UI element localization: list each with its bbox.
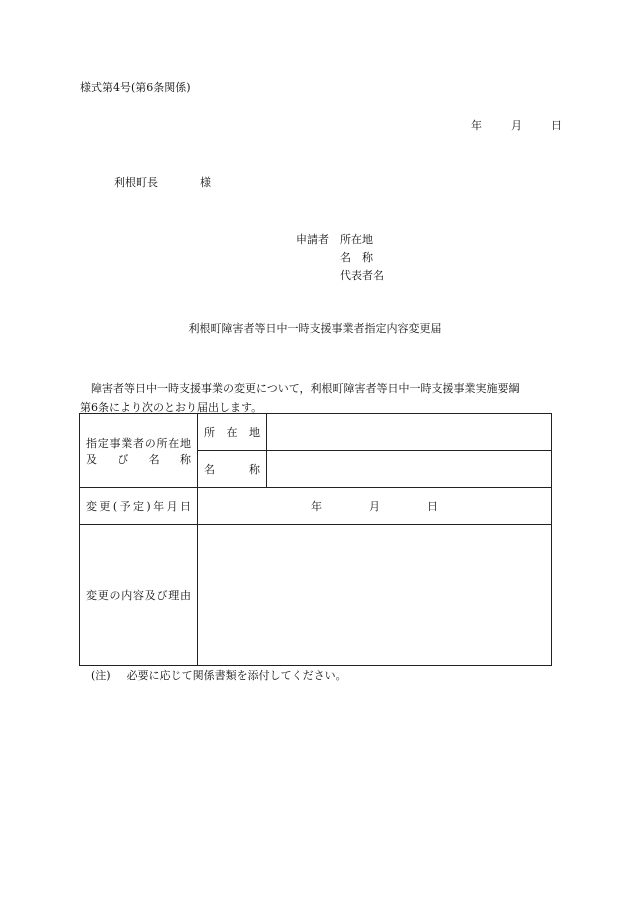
date-year: 年 bbox=[471, 119, 482, 132]
body-text bbox=[80, 379, 552, 417]
address-label-cell bbox=[198, 414, 267, 451]
form-number: 様式第4号(第6条関係) bbox=[80, 81, 191, 94]
business-label-cell bbox=[80, 414, 198, 488]
change-date-month: 月 bbox=[369, 500, 380, 513]
business-label-line-2: 及び名称 bbox=[86, 452, 191, 466]
change-form-table bbox=[79, 413, 552, 666]
change-date-field[interactable] bbox=[198, 488, 552, 525]
note-text: 必要に応じて関係書類を添付してください。 bbox=[126, 669, 347, 682]
change-date-year: 年 bbox=[311, 500, 322, 513]
note-prefix: (注) bbox=[91, 669, 111, 682]
applicant-name-label: 名 称 bbox=[340, 251, 373, 264]
addressee-honorific: 様 bbox=[200, 176, 211, 189]
change-date-day: 日 bbox=[427, 500, 438, 513]
reason-label-cell bbox=[80, 525, 198, 666]
date-month: 月 bbox=[511, 119, 522, 132]
business-label-line-1: 指定事業者の所在地 bbox=[86, 436, 191, 450]
change-date-label-cell bbox=[80, 488, 198, 525]
name-label-cell bbox=[198, 451, 267, 488]
addressee-name: 利根町長 bbox=[114, 176, 158, 189]
note bbox=[91, 669, 347, 683]
name-field[interactable] bbox=[267, 451, 552, 488]
addressee bbox=[114, 176, 211, 190]
applicant-representative-label: 代表者名 bbox=[340, 269, 384, 282]
applicant-role: 申請者 bbox=[296, 233, 329, 246]
body-line-1: 障害者等日中一時支援事業の変更について，利根町障害者等日中一時支援事業実施要綱 bbox=[91, 382, 520, 395]
body-line-2: 第6条により次のとおり届出します。 bbox=[80, 401, 263, 414]
document-title: 利根町障害者等日中一時支援事業者指定内容変更届 bbox=[188, 322, 442, 335]
applicant-block bbox=[296, 231, 384, 285]
name-label: 名称 bbox=[204, 463, 260, 476]
submission-date bbox=[471, 119, 562, 133]
address-field[interactable] bbox=[267, 414, 552, 451]
reason-field[interactable] bbox=[198, 525, 552, 666]
date-day: 日 bbox=[551, 119, 562, 132]
applicant-address-label: 所在地 bbox=[340, 233, 373, 246]
reason-label: 変更の内容及び理由 bbox=[86, 589, 191, 602]
address-label: 所在地 bbox=[204, 426, 260, 439]
change-date-label: 変更(予定)年月日 bbox=[86, 500, 191, 513]
